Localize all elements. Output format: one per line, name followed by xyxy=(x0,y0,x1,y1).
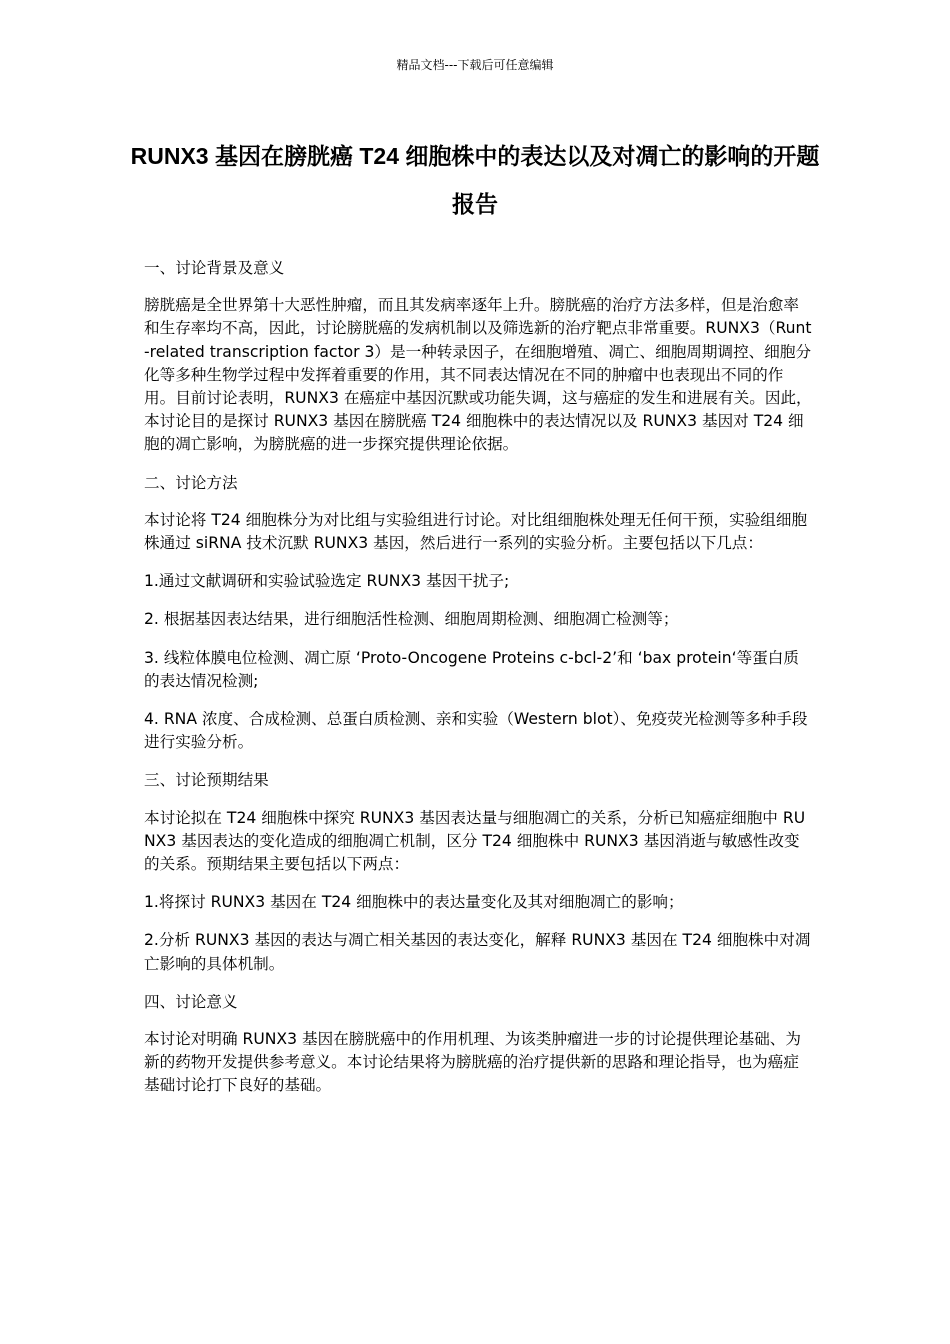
list-item-method-4: 4. RNA 浓度、合成检测、总蛋白质检测、亲和实验（Western blot）、免疫荧光检测等多种手段进行实验分析。 xyxy=(144,710,808,752)
paragraph-background: 膀胱癌是全世界第十大恶性肿瘤，而且其发病率逐年上升。膀胱癌的治疗方法多样，但是治愈率和生存率均不高，因此，讨论膀胱癌的发病机制以及筛选新的治疗靶点非常重要。RUNX3（Runt-related transcription factor 3）是一种转录因子，在细胞增殖、凋亡、细胞周期调控、细胞分化等多种生物学过程中发挥着重要的作用，其不同表达情况在不同的肿瘤中也表现出不同的作用。目前讨论表明，RUNX3 在癌症中基因沉默或功能失调，这与癌症的发生和进展有关。因此，本讨论目的是探讨 RUNX3 基因在膀胱癌 T24 细胞株中的表达情况以及 RUNX3 基因对 T24 细胞的凋亡影响，为膀胱癌的进一步探究提供理论依据。 xyxy=(144,296,812,454)
list-item-method-3: 3. 线粒体膜电位检测、凋亡原 ‘Proto-Oncogene Proteins c-bcl-2’和 ‘bax protein‘等蛋白质的表达情况检测; xyxy=(144,648,799,690)
list-item-method-1: 1.通过文献调研和实验试验选定 RUNX3 基因干扰子; xyxy=(144,572,510,591)
section-heading-background: 一、讨论背景及意义 xyxy=(144,259,285,277)
section-heading-methods: 二、讨论方法 xyxy=(144,473,238,492)
paragraph-expected-results: 本讨论拟在 T24 细胞株中探究 RUNX3 基因表达量与细胞凋亡的关系，分析已知癌症细胞中 RUNX3 基因表达的变化造成的细胞凋亡机制，区分 T24 细胞株中 RUNX3 基因消逝与敏感性改变的关系。预期结果主要包括以下两点： xyxy=(144,808,806,874)
document-title: RUNX3 基因在膀胱癌 T24 细胞株中的表达以及对凋亡的影响的开题报告 xyxy=(130,143,820,217)
list-item-method-2: 2. 根据基因表达结果，进行细胞活性检测、细胞周期检测、细胞凋亡检测等； xyxy=(144,610,679,629)
section-heading-significance: 四、讨论意义 xyxy=(144,992,238,1011)
section-heading-expected-results: 三、讨论预期结果 xyxy=(144,771,269,790)
document-body xyxy=(144,257,814,1113)
list-item-result-1: 1.将探讨 RUNX3 基因在 T24 细胞株中的表达量变化及其对细胞凋亡的影响； xyxy=(144,893,684,912)
page-header-note: 精品文档---下载后可任意编辑 xyxy=(396,58,554,72)
paragraph-significance: 本讨论对明确 RUNX3 基因在膀胱癌中的作用机理、为该类肿瘤进一步的讨论提供理论基础、为新的药物开发提供参考意义。本讨论结果将为膀胱癌的治疗提供新的思路和理论指导，也为癌症基础讨论打下良好的基础。 xyxy=(144,1030,801,1095)
list-item-result-2: 2.分析 RUNX3 基因的表达与凋亡相关基因的表达变化，解释 RUNX3 基因在 T24 细胞株中对凋亡影响的具体机制。 xyxy=(144,931,811,973)
paragraph-methods-intro: 本讨论将 T24 细胞株分为对比组与实验组进行讨论。对比组细胞株处理无任何干预，实验组细胞株通过 siRNA 技术沉默 RUNX3 基因，然后进行一系列的实验分析。主要包括以下几点： xyxy=(144,510,808,553)
